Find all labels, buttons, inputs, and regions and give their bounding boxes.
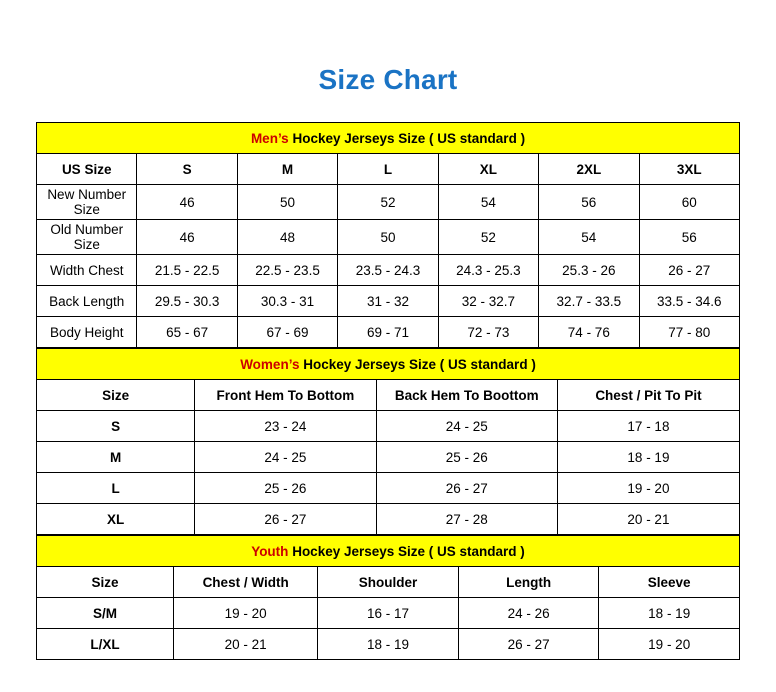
- table-row: [37, 185, 740, 220]
- youth-col-0: Size: [37, 567, 174, 598]
- mens-row-2-val-1: 22.5 - 23.5: [237, 255, 337, 286]
- page-title: Size Chart: [318, 64, 458, 95]
- mens-heading-accent: Men’s: [250, 130, 289, 146]
- womens-row-0-label: S: [37, 411, 195, 442]
- womens-size-table: [36, 348, 740, 535]
- womens-row-2-val-2: 19 - 20: [557, 473, 739, 504]
- mens-row-2-val-3: 24.3 - 25.3: [438, 255, 538, 286]
- mens-size-table: [36, 122, 740, 348]
- mens-row-0-val-5: 60: [639, 185, 739, 220]
- mens-col-0: US Size: [37, 154, 137, 185]
- table-row: [37, 411, 740, 442]
- womens-row-1-val-1: 25 - 26: [376, 442, 557, 473]
- mens-row-1-val-4: 54: [539, 220, 639, 255]
- mens-row-3-val-4: 32.7 - 33.5: [539, 286, 639, 317]
- womens-row-3-val-2: 20 - 21: [557, 504, 739, 535]
- mens-row-0-val-0: 46: [137, 185, 237, 220]
- youth-row-0-val-2: 24 - 26: [458, 598, 599, 629]
- youth-col-1: Chest / Width: [174, 567, 318, 598]
- mens-row-0-label: New Number Size: [37, 185, 137, 220]
- mens-row-2-val-2: 23.5 - 24.3: [338, 255, 438, 286]
- mens-col-6: 3XL: [639, 154, 739, 185]
- table-header-row: [37, 567, 740, 598]
- womens-col-2: Back Hem To Boottom: [376, 380, 557, 411]
- mens-row-1-label: Old Number Size: [37, 220, 137, 255]
- womens-row-1-val-0: 24 - 25: [195, 442, 376, 473]
- youth-row-0-val-0: 19 - 20: [174, 598, 318, 629]
- table-row: [37, 286, 740, 317]
- table-row: [37, 220, 740, 255]
- mens-row-0-val-1: 50: [237, 185, 337, 220]
- youth-row-0-val-1: 16 - 17: [318, 598, 459, 629]
- mens-row-0-val-2: 52: [338, 185, 438, 220]
- mens-row-4-label: Body Height: [37, 317, 137, 348]
- mens-col-4: XL: [438, 154, 538, 185]
- mens-row-4-val-1: 67 - 69: [237, 317, 337, 348]
- section-header-row: [37, 349, 740, 380]
- mens-row-2-val-4: 25.3 - 26: [539, 255, 639, 286]
- youth-row-0-val-3: 18 - 19: [599, 598, 740, 629]
- youth-col-3: Length: [458, 567, 599, 598]
- mens-row-4-val-3: 72 - 73: [438, 317, 538, 348]
- womens-row-1-label: M: [37, 442, 195, 473]
- mens-section-heading: [37, 123, 740, 154]
- womens-row-2-val-0: 25 - 26: [195, 473, 376, 504]
- table-header-row: [37, 380, 740, 411]
- mens-row-4-val-4: 74 - 76: [539, 317, 639, 348]
- youth-col-2: Shoulder: [318, 567, 459, 598]
- youth-heading-rest: Hockey Jerseys Size ( US standard ): [288, 543, 525, 559]
- mens-row-1-val-0: 46: [137, 220, 237, 255]
- womens-heading-rest: Hockey Jerseys Size ( US standard ): [299, 356, 536, 372]
- mens-row-2-val-0: 21.5 - 22.5: [137, 255, 237, 286]
- youth-row-0-label: S/M: [37, 598, 174, 629]
- womens-row-2-val-1: 26 - 27: [376, 473, 557, 504]
- womens-row-3-label: XL: [37, 504, 195, 535]
- youth-row-1-label: L/XL: [37, 629, 174, 660]
- womens-row-0-val-0: 23 - 24: [195, 411, 376, 442]
- section-header-row: [37, 536, 740, 567]
- youth-col-4: Sleeve: [599, 567, 740, 598]
- mens-row-3-val-5: 33.5 - 34.6: [639, 286, 739, 317]
- table-row: [37, 317, 740, 348]
- mens-row-1-val-2: 50: [338, 220, 438, 255]
- mens-row-4-val-2: 69 - 71: [338, 317, 438, 348]
- womens-row-1-val-2: 18 - 19: [557, 442, 739, 473]
- mens-row-0-val-3: 54: [438, 185, 538, 220]
- womens-section-heading: [37, 349, 740, 380]
- size-chart-tables: [36, 122, 740, 660]
- mens-row-2-label: Width Chest: [37, 255, 137, 286]
- table-row: [37, 598, 740, 629]
- mens-row-3-val-2: 31 - 32: [338, 286, 438, 317]
- youth-row-1-val-1: 18 - 19: [318, 629, 459, 660]
- womens-col-0: Size: [37, 380, 195, 411]
- mens-row-4-val-0: 65 - 67: [137, 317, 237, 348]
- mens-row-3-val-3: 32 - 32.7: [438, 286, 538, 317]
- womens-col-1: Front Hem To Bottom: [195, 380, 376, 411]
- mens-col-2: M: [237, 154, 337, 185]
- youth-row-1-val-2: 26 - 27: [458, 629, 599, 660]
- table-row: [37, 473, 740, 504]
- womens-row-2-label: L: [37, 473, 195, 504]
- table-row: [37, 255, 740, 286]
- mens-row-3-val-1: 30.3 - 31: [237, 286, 337, 317]
- section-header-row: [37, 123, 740, 154]
- mens-heading-rest: Hockey Jerseys Size ( US standard ): [288, 130, 526, 146]
- womens-row-0-val-1: 24 - 25: [376, 411, 557, 442]
- table-header-row: [37, 154, 740, 185]
- womens-row-3-val-1: 27 - 28: [376, 504, 557, 535]
- youth-heading-accent: Youth: [251, 543, 289, 559]
- womens-row-3-val-0: 26 - 27: [195, 504, 376, 535]
- mens-row-3-label: Back Length: [37, 286, 137, 317]
- mens-col-5: 2XL: [539, 154, 639, 185]
- youth-size-table: [36, 535, 740, 660]
- youth-row-1-val-0: 20 - 21: [174, 629, 318, 660]
- mens-row-4-val-5: 77 - 80: [639, 317, 739, 348]
- womens-col-3: Chest / Pit To Pit: [557, 380, 739, 411]
- mens-col-1: S: [137, 154, 237, 185]
- table-row: [37, 629, 740, 660]
- mens-col-3: L: [338, 154, 438, 185]
- mens-row-2-val-5: 26 - 27: [639, 255, 739, 286]
- youth-section-heading: [37, 536, 740, 567]
- mens-row-1-val-5: 56: [639, 220, 739, 255]
- womens-row-0-val-2: 17 - 18: [557, 411, 739, 442]
- mens-row-0-val-4: 56: [539, 185, 639, 220]
- youth-row-1-val-3: 19 - 20: [599, 629, 740, 660]
- mens-row-1-val-3: 52: [438, 220, 538, 255]
- table-row: [37, 442, 740, 473]
- mens-row-1-val-1: 48: [237, 220, 337, 255]
- mens-row-3-val-0: 29.5 - 30.3: [137, 286, 237, 317]
- table-row: [37, 504, 740, 535]
- womens-heading-accent: Women’s: [240, 356, 300, 372]
